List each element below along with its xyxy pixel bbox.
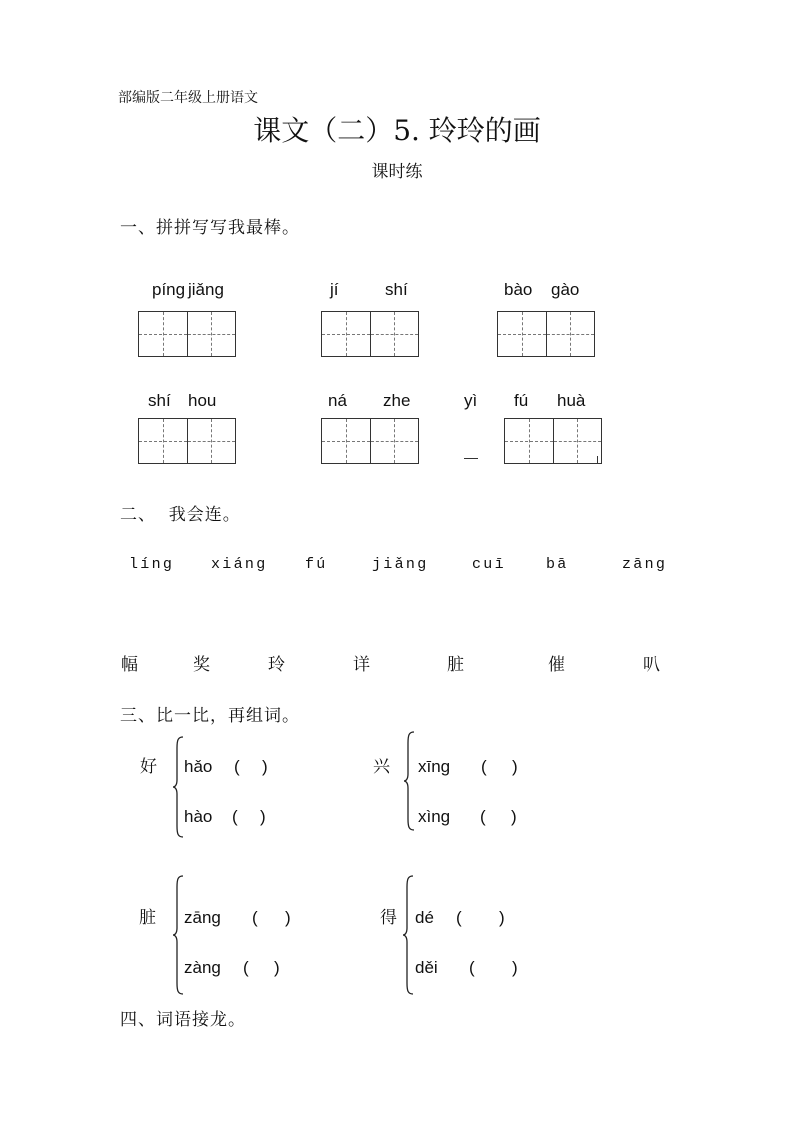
blank-close-paren: )	[512, 958, 518, 977]
writing-grid	[497, 311, 595, 357]
writing-cell	[505, 419, 553, 463]
match-pinyin: líng	[129, 556, 175, 573]
writing-grid	[321, 311, 419, 357]
polyphone-character: 得	[380, 908, 397, 928]
blank-close-paren: )	[260, 807, 266, 826]
left-brace	[172, 736, 184, 838]
page-subtitle: 课时练	[371, 162, 423, 182]
section-1-heading: 一、拼拼写写我最棒。	[120, 218, 300, 238]
reading-pinyin: hào	[184, 807, 213, 826]
match-character: 玲	[268, 655, 285, 675]
writing-grid	[138, 311, 236, 357]
match-character: 催	[548, 655, 565, 675]
blank-open-paren: (	[456, 908, 462, 927]
section-4-heading: 四、词语接龙。	[120, 1010, 246, 1030]
pinyin-syllable: shí	[385, 280, 408, 299]
reading-pinyin: zāng	[184, 908, 221, 927]
pinyin-syllable: píng	[152, 280, 186, 299]
writing-cell	[370, 312, 419, 356]
blank-close-paren: )	[499, 908, 505, 927]
match-character: 脏	[447, 655, 464, 675]
reading-pinyin: zàng	[184, 958, 221, 977]
writing-cell	[139, 312, 187, 356]
blank-close-paren: )	[512, 757, 518, 776]
writing-cell	[498, 312, 546, 356]
print-artifact-mark	[597, 456, 598, 464]
pinyin-syllable: yì	[464, 391, 478, 410]
writing-grid	[504, 418, 602, 464]
pinyin-syllable: shí	[148, 391, 171, 410]
reading-pinyin: dé	[415, 908, 434, 927]
match-pinyin: bā	[546, 556, 569, 573]
left-brace	[402, 875, 414, 995]
blank-close-paren: )	[285, 908, 291, 927]
match-character: 叭	[643, 655, 660, 675]
reading-pinyin: xìng	[418, 807, 451, 826]
writing-grid	[321, 418, 419, 464]
match-pinyin: zāng	[622, 556, 668, 573]
match-character: 奖	[193, 655, 210, 675]
pinyin-syllable: jí	[330, 280, 339, 299]
writing-cell	[187, 312, 236, 356]
writing-cell	[187, 419, 236, 463]
page-title: 课文（二）5. 玲玲的画	[253, 114, 541, 147]
reading-pinyin: hǎo	[184, 757, 213, 776]
polyphone-character: 兴	[373, 757, 390, 777]
pinyin-syllable: ná	[328, 391, 347, 410]
match-character: 幅	[121, 655, 138, 675]
pinyin-syllable: gào	[551, 280, 580, 299]
left-brace	[403, 731, 415, 831]
blank-open-paren: (	[469, 958, 475, 977]
pinyin-syllable: jiǎng	[188, 280, 224, 299]
polyphone-character: 好	[140, 757, 157, 777]
blank-open-paren: (	[232, 807, 238, 826]
writing-cell	[553, 419, 602, 463]
pinyin-syllable: zhe	[383, 391, 411, 410]
writing-cell	[139, 419, 187, 463]
blank-open-paren: (	[481, 757, 487, 776]
section-2-heading: 二、 我会连。	[120, 505, 241, 525]
section-3-heading: 三、比一比，再组词。	[120, 706, 300, 726]
match-pinyin: xiáng	[211, 556, 268, 573]
match-pinyin: jiǎng	[372, 556, 429, 573]
reading-pinyin: děi	[415, 958, 438, 977]
pinyin-syllable: hou	[188, 391, 217, 410]
partial-grid-line	[464, 458, 478, 459]
pinyin-syllable: huà	[557, 391, 586, 410]
match-pinyin: fú	[305, 556, 328, 573]
blank-close-paren: )	[274, 958, 280, 977]
pinyin-syllable: fú	[514, 391, 529, 410]
blank-open-paren: (	[252, 908, 258, 927]
blank-open-paren: (	[234, 757, 240, 776]
writing-cell	[322, 312, 370, 356]
blank-close-paren: )	[511, 807, 517, 826]
series-label: 部编版二年级上册语文	[118, 90, 258, 106]
match-pinyin: cuī	[472, 556, 506, 573]
blank-close-paren: )	[262, 757, 268, 776]
writing-cell	[370, 419, 419, 463]
polyphone-character: 脏	[139, 908, 156, 928]
blank-open-paren: (	[243, 958, 249, 977]
left-brace	[172, 875, 184, 995]
writing-cell	[322, 419, 370, 463]
pinyin-syllable: bào	[504, 280, 533, 299]
match-character: 详	[353, 655, 370, 675]
reading-pinyin: xīng	[418, 757, 451, 776]
writing-grid	[138, 418, 236, 464]
writing-cell	[546, 312, 595, 356]
blank-open-paren: (	[480, 807, 486, 826]
